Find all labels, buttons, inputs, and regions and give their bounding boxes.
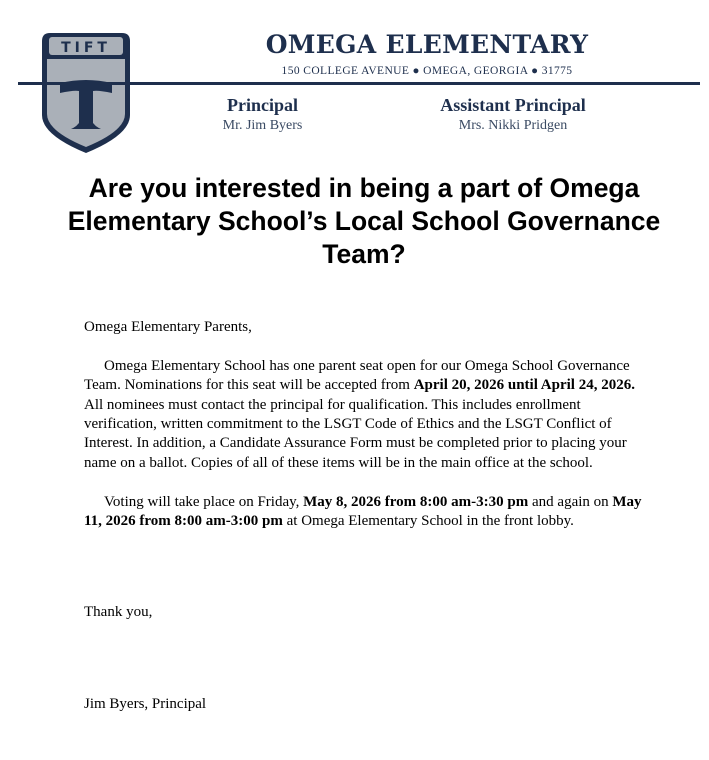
letter-body: [84, 318, 654, 531]
school-shield-logo: [38, 31, 134, 155]
nomination-dates: April 20, 2026 until April 24, 2026.: [413, 377, 635, 394]
school-name: OMEGA ELEMENTARY: [265, 30, 589, 59]
letter-signature: Jim Byers, Principal: [84, 696, 207, 712]
assistant-principal-role: Assistant Principal: [440, 95, 586, 115]
logo-text: TIFT: [61, 40, 111, 56]
letter-greeting: Omega Elementary Parents,: [84, 319, 252, 335]
letter-paragraph-nominations: Omega Elementary School has one parent seat open for our Omega School Governance Team. Nominations for this seat will be accepted from April 20, 2026 until April 24, 2026. All nominees must contact the principal for qualification. This includes enrollment verification, written commitment to the LSGT Code of Ethics and the LSGT Conflict of Interest. In addition, a Candidate Assurance Form must be completed prior to placing your name on a ballot. Copies of all of these items will be in the main office at the school.: [84, 357, 635, 471]
header-divider: [18, 82, 700, 85]
principal-name: Mr. Jim Byers: [222, 118, 303, 133]
voting-date-1: May 8, 2026 from 8:00 am-3:30 pm: [303, 493, 529, 510]
school-address: 150 COLLEGE AVENUE ● OMEGA, GEORGIA ● 31775: [281, 65, 573, 77]
assistant-principal-block: [420, 94, 606, 136]
voting-date-2: May 11, 2026 from 8:00 am-3:00 pm: [84, 493, 642, 530]
assistant-principal-name: Mrs. Nikki Pridgen: [458, 118, 568, 133]
principal-role: Principal: [227, 95, 298, 115]
letter-paragraph-voting: Voting will take place on Friday, May 8, 2026 from 8:00 am-3:30 pm and again on May 11, 2026 from 8:00 am-3:00 pm at Omega Elementary School in the front lobby.: [84, 493, 642, 530]
principal-block: [205, 94, 320, 136]
letter-closing: Thank you,: [84, 604, 153, 620]
page-headline: Are you interested in being a part of Omega Elementary School’s Local School Governance Team?: [67, 173, 661, 269]
